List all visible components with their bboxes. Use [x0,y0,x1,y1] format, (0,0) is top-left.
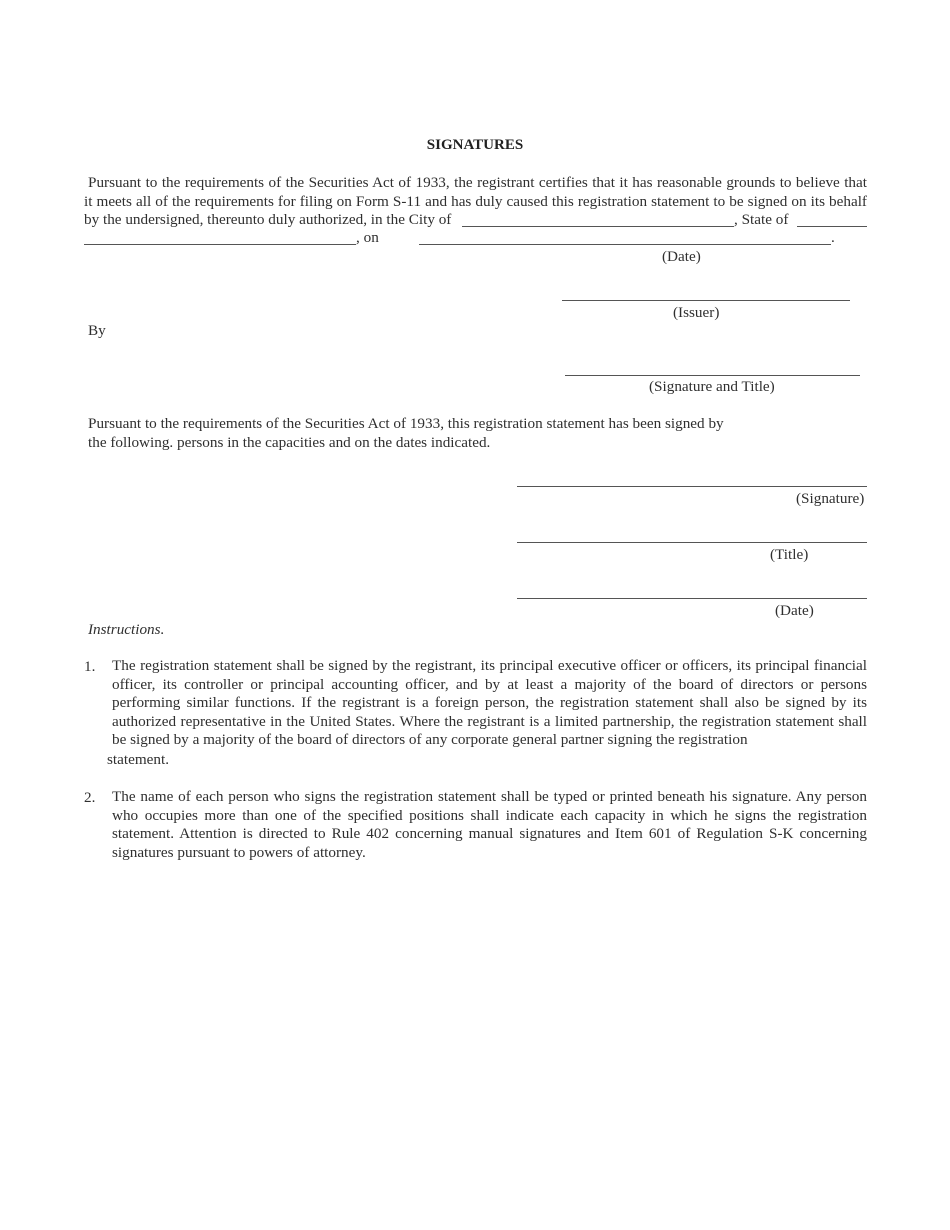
instruction-1-text: The registration statement shall be signed by the registrant, its principal executive officer or officers, its principal financial officer, its controller or principal accounting officer, and by at least a majority of the board of directors or persons performing similar functions. If the registrant is a foreign person, the registration statement shall also be signed by its authorized representative in the United States. Where the registrant is a limited partnership, the registration statement shall be signed by a majority of the board of directors of any corporate general partner signing the registration [112,657,867,749]
intro-line-2: it meets all of the requirements for filing on Form S-11 and has duly caused this registration statement to be signed on its behalf [84,193,867,210]
issuer-line[interactable] [562,300,850,301]
signature-line[interactable] [517,486,867,487]
date-label: (Date) [662,248,701,265]
signature-and-title-line[interactable] [565,375,860,376]
state-blank-continued[interactable] [84,244,356,245]
second-para-line-1: Pursuant to the requirements of the Securities Act of 1933, this registration statement has been signed by [88,415,724,432]
instructions-heading: Instructions. [88,621,165,638]
issuer-label: (Issuer) [673,304,720,321]
title-line[interactable] [517,542,867,543]
date-line[interactable] [517,598,867,599]
state-blank[interactable] [797,226,867,227]
second-para-line-2: the following. persons in the capacities and on the dates indicated. [88,434,491,451]
date-blank[interactable] [419,244,831,245]
intro-line-1: Pursuant to the requirements of the Securities Act of 1933, the registrant certifies that it has reasonable grounds to believe that [88,174,867,191]
city-blank[interactable] [462,226,734,227]
intro-line-3-state: , State of [734,211,789,228]
instruction-1-number: 1. [84,658,96,675]
signature-and-title-label: (Signature and Title) [649,378,775,395]
date-label-2: (Date) [775,602,814,619]
instruction-2-text: The name of each person who signs the registration statement shall be typed or printed beneath his signature. Any person who occupies more than one of the specified positions shall indicate each capacity in which he signs the registration statement. Attention is directed to Rule 402 concerning manual signatures and Item 601 of Regulation S-K concerning signatures pursuant to powers of attorney. [112,788,867,861]
signature-label: (Signature) [796,490,865,507]
intro-line-4-on: , on [356,229,379,246]
title-label: (Title) [770,546,809,563]
by-label: By [88,322,106,339]
intro-line-3-text: by the undersigned, thereunto duly authorized, in the City of [84,211,452,228]
page-title: SIGNATURES [426,137,524,153]
intro-line-4-end: . [831,229,835,246]
instruction-2-number: 2. [84,789,96,806]
instruction-1-tail: statement. [107,751,169,768]
